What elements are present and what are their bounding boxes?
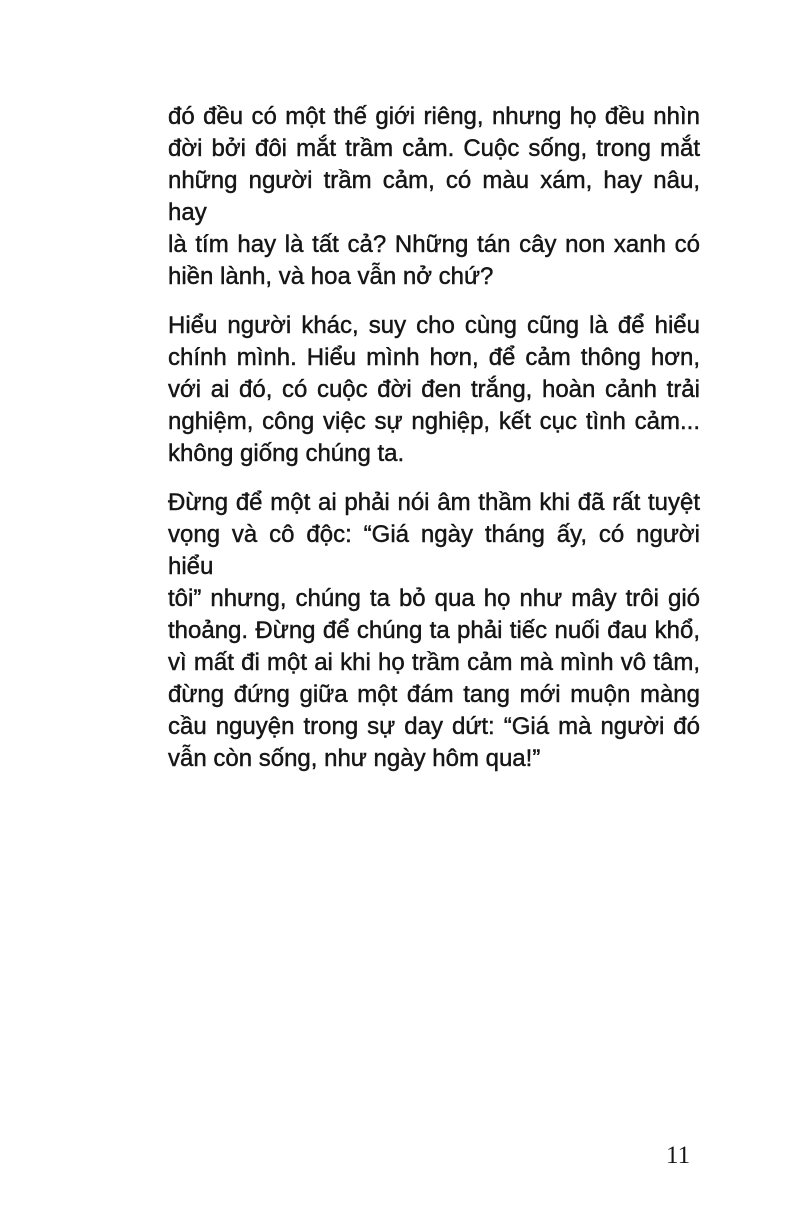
paragraph [168,101,700,293]
text-line: cầu nguyện trong sự day dứt: “Giá mà người đó [168,713,700,740]
paragraph [168,310,700,470]
text-line: vẫn còn sống, như ngày hôm qua!” [168,745,541,772]
page-number: 11 [666,1142,691,1169]
text-line: với ai đó, có cuộc đời đen trắng, hoàn cảnh trải [168,376,700,403]
text-line: không giống chúng ta. [168,440,405,467]
text-line: là tím hay là tất cả? Những tán cây non xanh có [168,231,700,258]
text-line: nghiệm, công việc sự nghiệp, kết cục tình cảm... [168,408,700,435]
text-line: thoảng. Đừng để chúng ta phải tiếc nuối đau khổ, [168,617,700,644]
body-text [168,101,700,792]
text-line: vọng và cô độc: “Giá ngày tháng ấy, có người hiểu [168,521,700,580]
text-line: vì mất đi một ai khi họ trầm cảm mà mình vô tâm, [168,649,700,676]
text-line: hiền lành, và hoa vẫn nở chứ? [168,263,494,290]
paragraph [168,487,700,775]
text-line: đời bởi đôi mắt trầm cảm. Cuộc sống, trong mắt [168,135,700,162]
text-line: chính mình. Hiểu mình hơn, để cảm thông hơn, [168,344,700,371]
text-line: những người trầm cảm, có màu xám, hay nâu, hay [168,167,700,226]
text-line: tôi” nhưng, chúng ta bỏ qua họ như mây trôi gió [168,585,700,612]
text-line: đó đều có một thế giới riêng, nhưng họ đều nhìn [168,103,700,130]
text-line: Đừng để một ai phải nói âm thầm khi đã rất tuyệt [168,489,700,516]
text-line: đừng đứng giữa một đám tang mới muộn màng [168,681,700,708]
text-line: Hiểu người khác, suy cho cùng cũng là để hiểu [168,312,700,339]
